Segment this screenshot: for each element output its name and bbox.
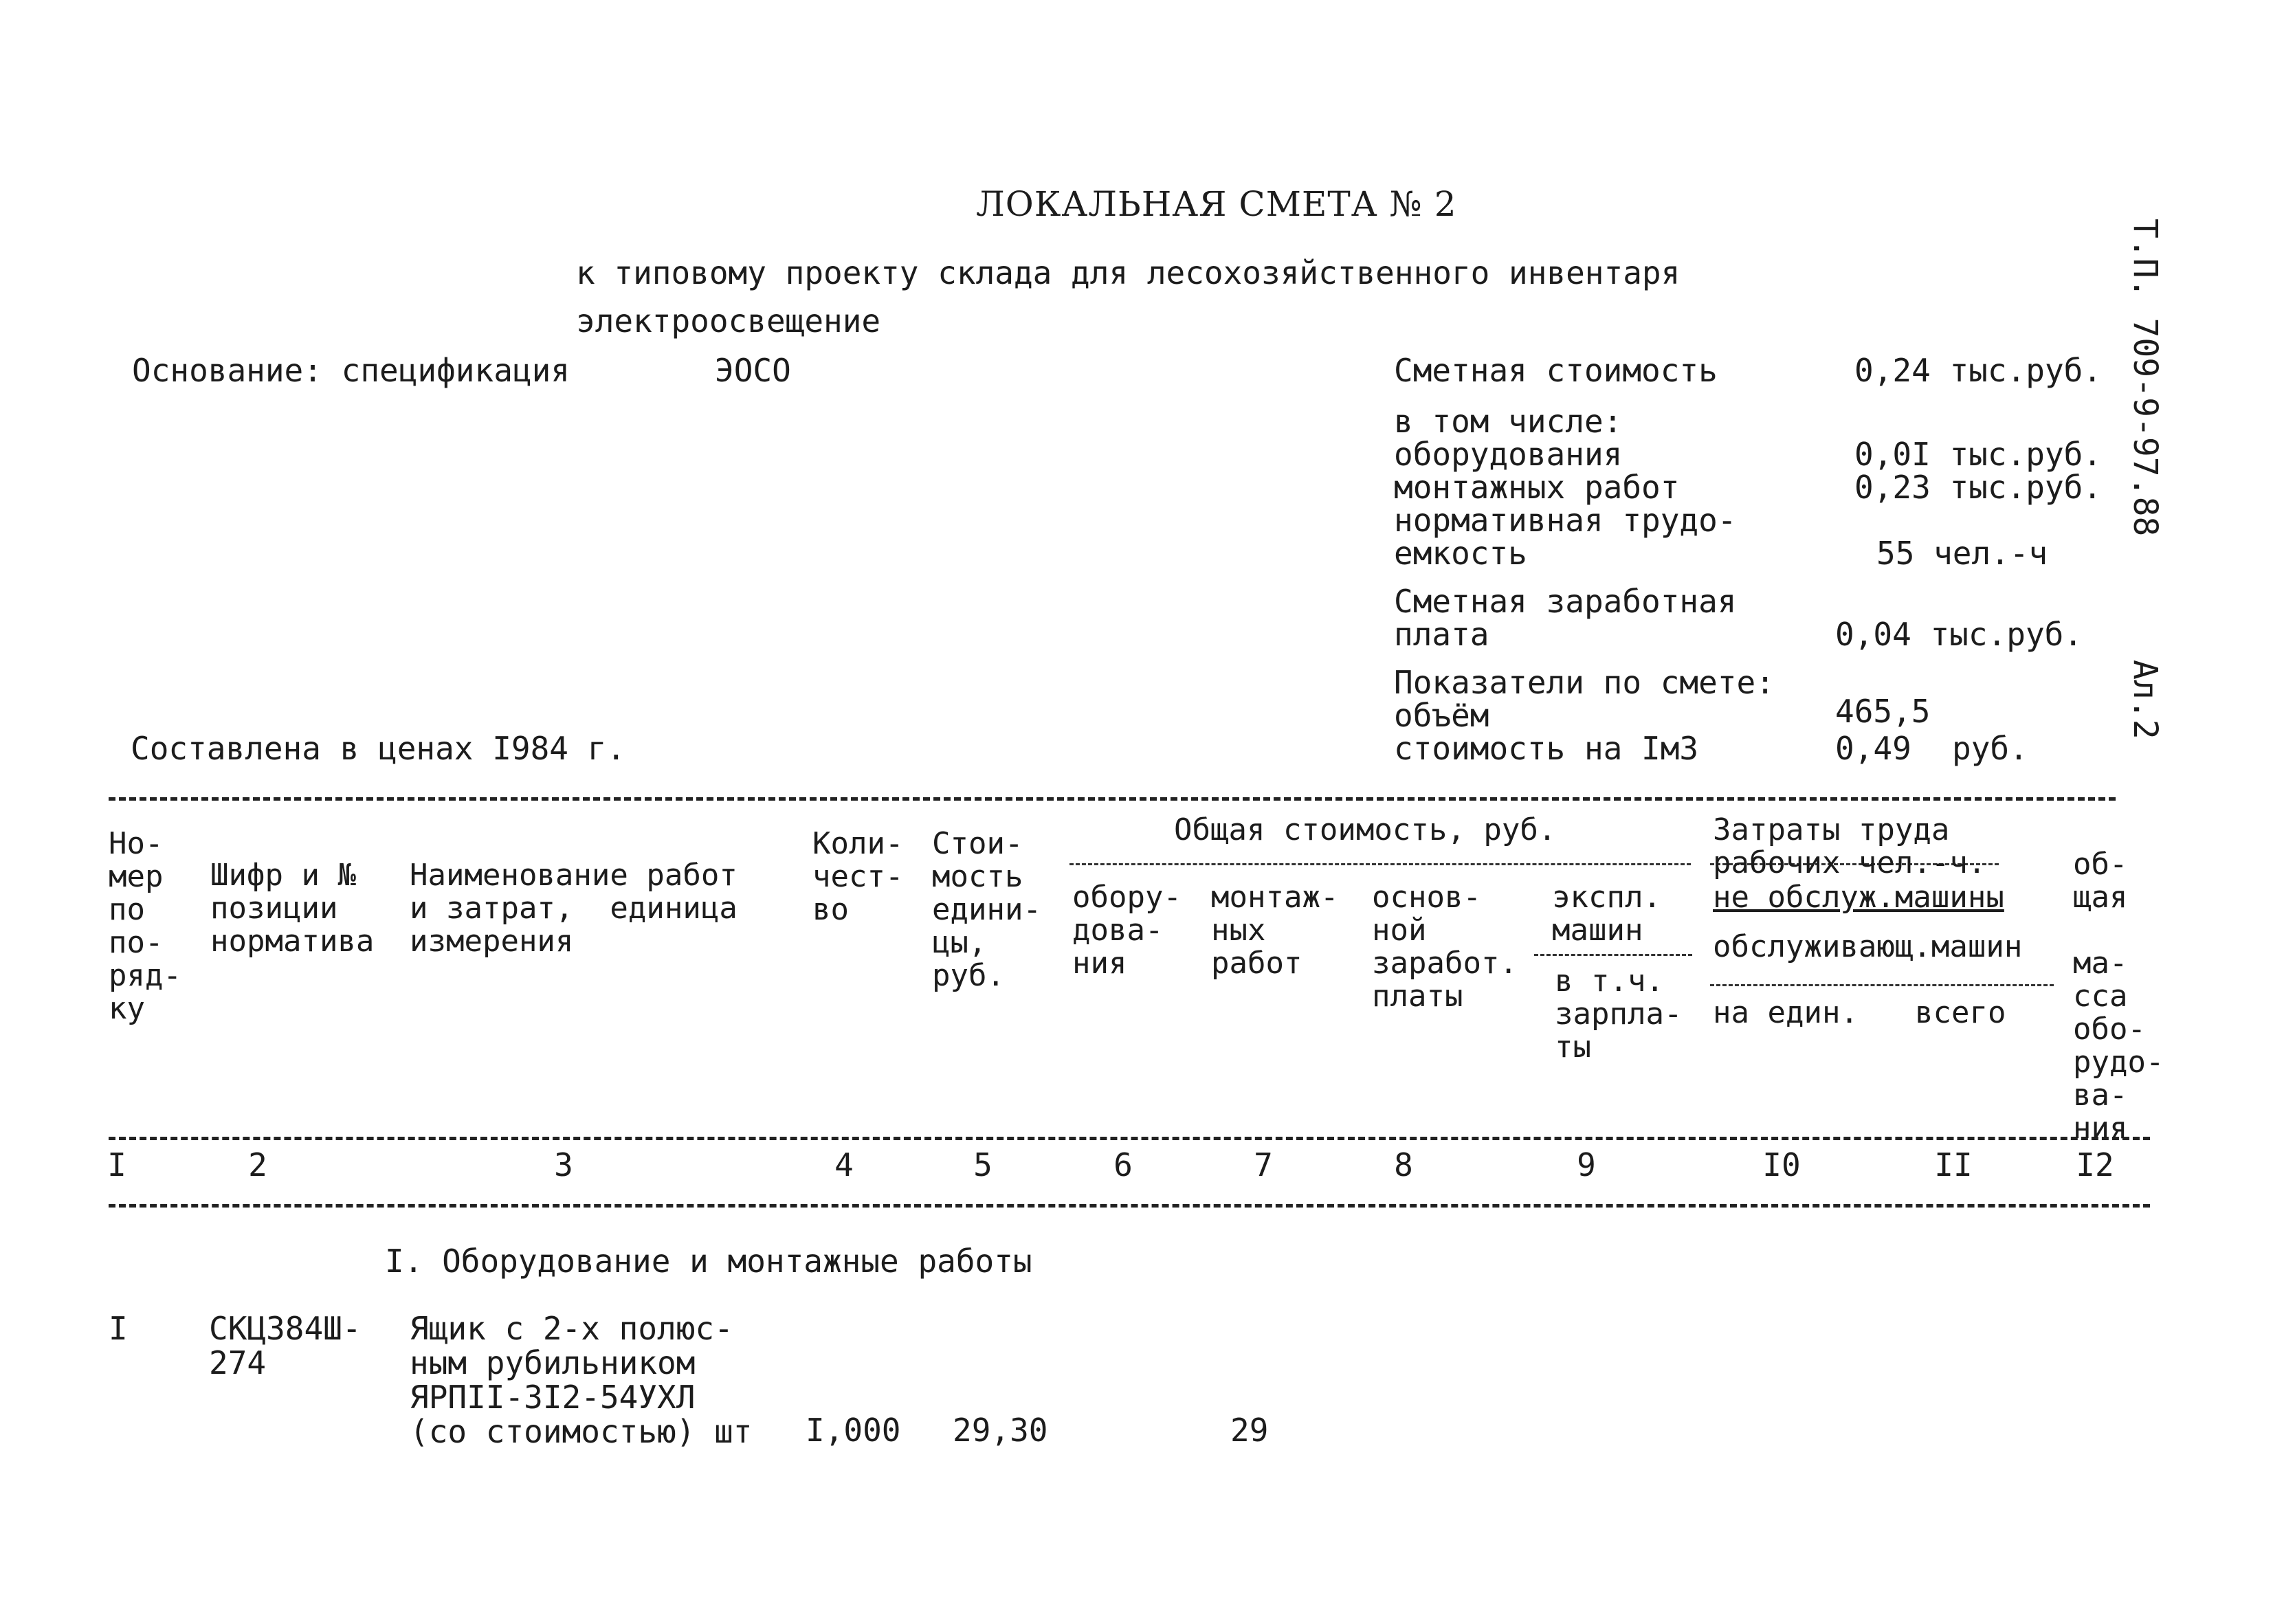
column-number: 6	[1113, 1146, 1133, 1183]
cost-value: 0,24 тыс.руб.	[1854, 352, 2103, 389]
row-quantity: I,000	[806, 1412, 901, 1449]
header-total-mass: об- щая ма- сса обо- рудо- ва- ния	[2073, 847, 2164, 1146]
equipment-value: 0,0I тыс.руб.	[1854, 436, 2103, 473]
basis-label: Основание: спецификация	[132, 352, 570, 389]
row-unit-cost: 29,30	[953, 1412, 1048, 1449]
total-cost-rule	[1069, 863, 1691, 865]
header-row-number: Но- мер по по- ряд- ку	[109, 826, 181, 1026]
header-per-unit: на един.	[1713, 995, 1859, 1030]
column-number: I2	[2076, 1146, 2114, 1183]
column-number: 4	[834, 1146, 854, 1183]
equipment-label: оборудования	[1394, 436, 1623, 473]
row-installation-cost: 29	[1230, 1412, 1269, 1449]
page-title: ЛОКАЛЬНАЯ СМЕТА № 2	[976, 184, 1457, 224]
header-code: Шифр и № позиции норматива	[210, 858, 375, 959]
header-labor: Затраты труда рабочих чел.-ч.	[1713, 812, 1986, 880]
header-serving-machines: обслуживающ.машин	[1713, 929, 2023, 964]
header-quantity: Коли- чест- во	[812, 826, 904, 927]
column-number: I	[107, 1146, 126, 1183]
unit-cost-unit: руб.	[1952, 730, 2028, 767]
header-total: всего	[1915, 995, 2006, 1030]
installation-label: монтажных работ	[1394, 469, 1680, 506]
header-equipment: обору- дова- ния	[1072, 880, 1182, 981]
header-total-cost: Общая стоимость, руб.	[1174, 812, 1557, 847]
indicators-label: Показатели по смете:	[1394, 664, 1775, 701]
labor-value: 55 чел.-ч	[1876, 535, 2048, 572]
column-number: 5	[973, 1146, 993, 1183]
installation-value: 0,23 тыс.руб.	[1854, 469, 2103, 506]
header-unit-cost: Стои- мость едини- цы, руб.	[932, 826, 1041, 993]
header-name: Наименование работ и затрат, единица измерения	[410, 858, 738, 959]
machine-rule	[1534, 954, 1692, 956]
serving-rule	[1710, 984, 2054, 986]
row-number: I	[109, 1310, 128, 1347]
header-machine-wage: в т.ч. зарпла- ты	[1555, 964, 1683, 1065]
labor-label-continued: емкость	[1394, 535, 1527, 572]
column-number: 2	[248, 1146, 267, 1183]
section-name: электроосвещение	[576, 302, 881, 340]
row-name: Ящик с 2-х полюс- ным рубильником ЯРПII-3I2-54УХЛ (со стоимостью) шт	[410, 1310, 753, 1450]
row-code: СКЦ384Ш- 274	[209, 1310, 362, 1381]
project-reference: Т.П. 709-9-97.88	[2126, 219, 2164, 537]
column-number: 3	[554, 1146, 573, 1183]
unit-cost-label: стоимость на Iм3	[1394, 730, 1699, 767]
prices-note: Составлена в ценах I984 г.	[131, 730, 626, 767]
column-number: I0	[1762, 1146, 1801, 1183]
wage-label: Сметная заработная	[1394, 583, 1737, 620]
sheet-reference: Ал.2	[2126, 660, 2164, 739]
column-number: II	[1934, 1146, 1973, 1183]
header-bottom-rule	[109, 1137, 2150, 1140]
column-number: 7	[1254, 1146, 1273, 1183]
column-number: 8	[1394, 1146, 1413, 1183]
header-machine-operation: экспл. машин	[1552, 880, 1661, 948]
including-label: в том числе:	[1394, 403, 1623, 440]
header-base-wage: основ- ной заработ. платы	[1372, 880, 1518, 1014]
numbers-bottom-rule	[109, 1204, 2150, 1208]
header-not-serving-machines: не обслуж.машины	[1713, 880, 2004, 915]
wage-label-continued: плата	[1394, 616, 1489, 653]
wage-value: 0,04 тыс.руб.	[1835, 616, 2083, 653]
section-title: I. Оборудование и монтажные работы	[385, 1243, 1032, 1280]
unit-cost-value: 0,49	[1835, 730, 1911, 767]
cost-label: Сметная стоимость	[1394, 352, 1718, 389]
volume-value: 465,5	[1835, 693, 1931, 730]
header-installation: монтаж- ных работ	[1211, 880, 1339, 981]
column-number: 9	[1577, 1146, 1596, 1183]
labor-label: нормативная трудо-	[1394, 502, 1737, 539]
table-top-rule	[109, 797, 2116, 801]
volume-label: объём	[1394, 697, 1489, 734]
subtitle: к типовому проекту склада для лесохозяйственного инвентаря	[576, 254, 1681, 291]
basis-code: ЭОСО	[715, 352, 791, 389]
